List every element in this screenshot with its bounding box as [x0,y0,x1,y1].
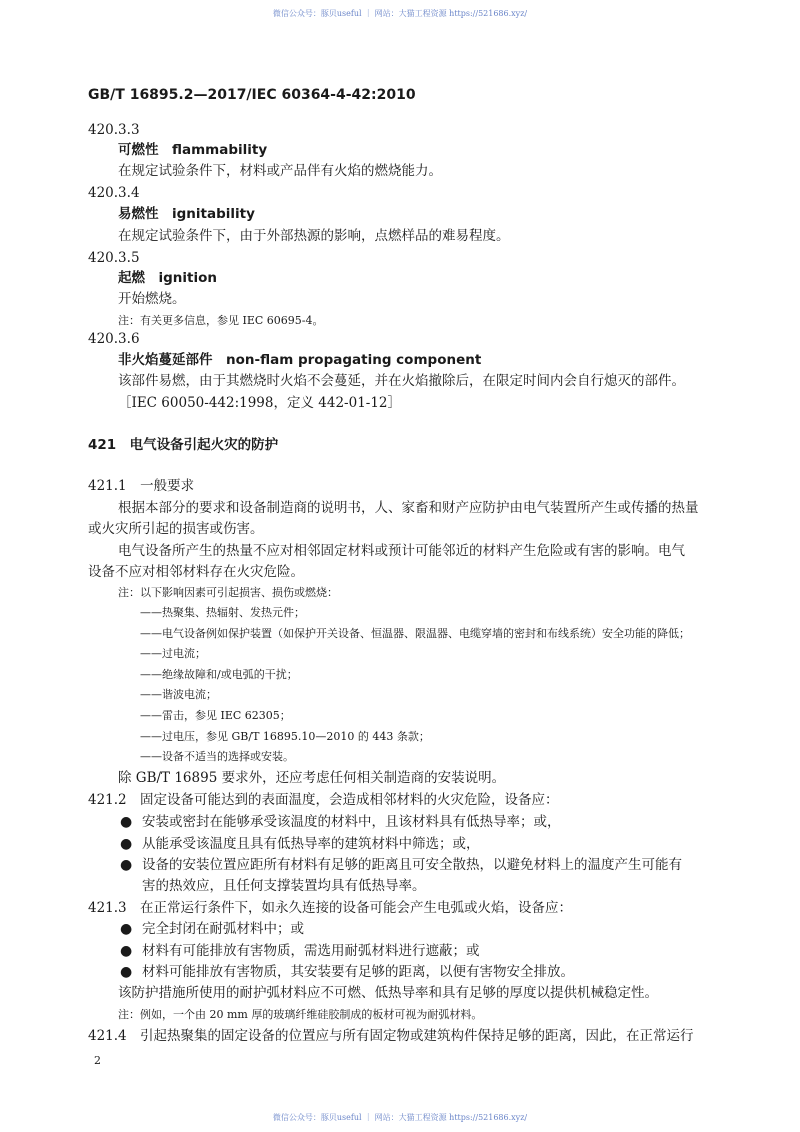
section-heading: 421 电气设备引起火灾的防护 [88,437,279,453]
list-item: ——电气设备例如保护装置（如保护开关设备、恒温器、限温器、电缆穿墙的密封和布线系统）安全功能的降低； [140,627,690,640]
watermark-top: 微信公众号：豚贝useful ｜ 网站：大猫工程资源 https://521686.xyz/ [272,9,528,18]
paragraph: 在正常运行条件下，如永久连接的设备可能会产生电弧或火焰，设备应： [140,900,572,916]
bullet-item: 安装或密封在能够承受该温度的材料中，且该材料具有低热导率；或， [142,814,561,830]
watermark-bottom: 微信公众号：豚贝useful ｜ 网站：大猫工程资源 https://521686.xyz/ [272,1113,528,1122]
paragraph: 除 GB/T 16895 要求外，还应考虑任何相关制造商的安装说明。 [118,770,506,786]
term-definition: 在规定试验条件下，材料或产品伴有火焰的燃烧能力。 [118,163,442,179]
term-reference: ［IEC 60050-442:1998，定义 442-01-12］ [118,395,402,411]
clause-number: 420.3.6 [88,331,140,347]
note: 注：有关更多信息，参见 IEC 60695-4。 [118,314,324,327]
standard-header: GB/T 16895.2—2017/IEC 60364-4-42:2010 [88,87,416,103]
list-item: ——雷击，参见 IEC 62305； [140,709,291,722]
bullet-continuation: 害的热效应，且任何支撑装置均具有低热导率。 [142,878,426,894]
bullet-icon: ● [120,836,133,852]
term-title: 易燃性 ignitability [118,206,255,222]
page-number: 2 [94,1054,101,1067]
bullet-item: 材料有可能排放有害物质，需选用耐弧材料进行遮蔽；或 [142,943,480,959]
paragraph: 该防护措施所使用的耐护弧材料应不可燃、低热导率和具有足够的厚度以提供机械稳定性。 [118,985,658,1001]
term-definition: 在规定试验条件下，由于外部热源的影响，点燃样品的难易程度。 [118,228,510,244]
list-item: ——过电压，参见 GB/T 16895.10—2010 的 443 条款； [140,730,430,743]
bullet-icon: ● [120,943,133,959]
bullet-icon: ● [120,814,133,830]
paragraph: 或火灾所引起的损害或伤害。 [88,521,264,537]
term-title: 非火焰蔓延部件 non-flam propagating component [118,352,482,368]
term-definition: 开始燃烧。 [118,291,186,307]
bullet-item: 设备的安装位置应距所有材料有足够的距离且可安全散热，以避免材料上的温度产生可能有 [142,857,682,873]
bullet-item: 材料可能排放有害物质，其安装要有足够的距离，以便有害物安全排放。 [142,964,574,980]
paragraph: 电气设备所产生的热量不应对相邻固定材料或预计可能邻近的材料产生危险或有害的影响。电气 [118,543,685,559]
bullet-icon: ● [120,964,133,980]
clause-number: 421.2 [88,792,127,808]
note: 注：例如，一个由 20 mm 厚的玻璃纤维硅胶制成的板材可视为耐弧材料。 [118,1008,483,1021]
paragraph: 引起热聚集的固定设备的位置应与所有固定物或建筑构件保持足够的距离，因此，在正常运行 [140,1028,694,1044]
clause-number: 420.3.5 [88,250,140,266]
paragraph: 固定设备可能达到的表面温度，会造成相邻材料的火灾危险，设备应： [140,792,559,808]
clause-number: 420.3.4 [88,185,140,201]
term-title: 可燃性 flammability [118,142,268,158]
term-title: 起燃 ignition [118,270,217,286]
list-item: ——热聚集、热辐射、发热元件； [140,606,305,619]
list-item: ——设备不适当的选择或安装。 [140,750,294,763]
list-item: ——过电流； [140,647,206,660]
term-definition: 该部件易燃，由于其燃烧时火焰不会蔓延，并在火焰撤除后，在限定时间内会自行熄灭的部件。 [118,373,685,389]
clause-number: 421.4 [88,1028,127,1044]
list-item: ——绝缘故障和/或电弧的干扰； [140,668,298,681]
list-item: ——谐波电流； [140,688,217,701]
paragraph: 根据本部分的要求和设备制造商的说明书，人、家畜和财产应防护由电气装置所产生或传播的热量 [118,500,699,516]
bullet-icon: ● [120,921,133,937]
bullet-icon: ● [120,857,133,873]
note: 注：以下影响因素可引起损害、损伤或燃烧： [118,586,338,599]
paragraph: 设备不应对相邻材料存在火灾危险。 [88,564,304,580]
bullet-item: 完全封闭在耐弧材料中；或 [142,921,304,937]
clause-number: 420.3.3 [88,122,140,138]
bullet-item: 从能承受该温度且具有低热导率的建筑材料中筛选；或， [142,836,480,852]
subclause-title: 421.1 一般要求 [88,478,195,494]
clause-number: 421.3 [88,900,127,916]
